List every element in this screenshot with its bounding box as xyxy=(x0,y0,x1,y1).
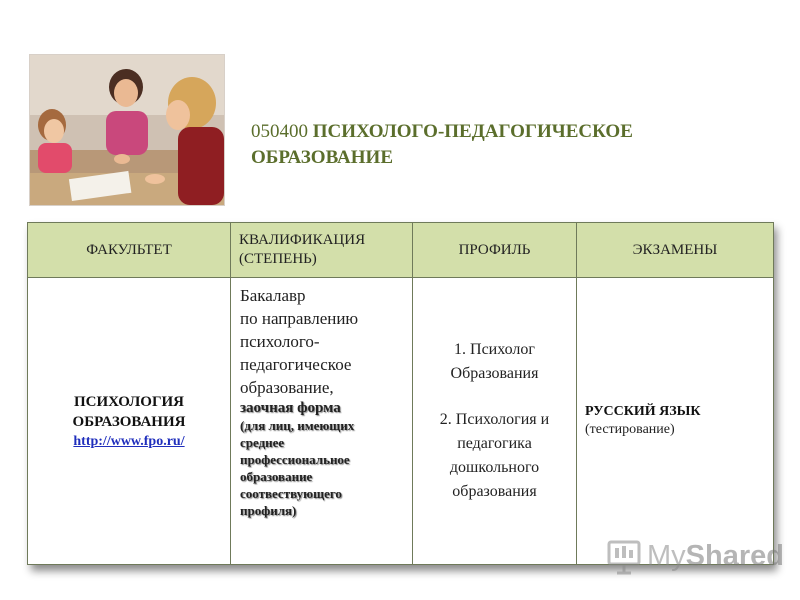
watermark-text-post: Shared xyxy=(685,539,784,572)
cell-profile xyxy=(413,278,577,565)
photo-teacher-with-child xyxy=(29,54,225,206)
study-form-note-line: среднее xyxy=(240,435,285,450)
watermark-text-pre: My xyxy=(647,539,686,572)
study-form-note-line: образование xyxy=(240,469,313,484)
profile-line: педагогика xyxy=(457,435,532,452)
profile-spacer xyxy=(419,386,570,408)
study-form-note-line: (для лиц, имеющих xyxy=(240,418,355,433)
qualification-line: педагогическое xyxy=(240,355,352,374)
page-title xyxy=(251,119,771,171)
header-faculty: ФАКУЛЬТЕТ xyxy=(28,223,231,278)
header-exams: ЭКЗАМЕНЫ xyxy=(577,223,774,278)
table-row xyxy=(28,278,774,565)
program-table xyxy=(27,222,774,565)
watermark-text xyxy=(647,540,784,573)
qualification-line: по направлению xyxy=(240,309,359,328)
profile-line: Образования xyxy=(450,365,539,382)
profile-line: 2. Психология и xyxy=(439,411,550,428)
profile-2 xyxy=(419,408,570,504)
profile-line: образования xyxy=(452,483,537,500)
qualification-line: Бакалавр xyxy=(240,286,306,305)
cell-faculty xyxy=(28,278,231,565)
myshared-logo-icon xyxy=(607,536,643,576)
header-qualification: КВАЛИФИКАЦИЯ (СТЕПЕНЬ) xyxy=(231,223,413,278)
faculty-link[interactable]: http://www.fpo.ru/ xyxy=(73,434,185,449)
program-code: 050400 xyxy=(251,121,308,142)
program-table-container xyxy=(27,222,773,565)
faculty-name: ПСИХОЛОГИЯ ОБРАЗОВАНИЯ xyxy=(72,394,186,430)
study-form-note-line: соотвествующего xyxy=(240,486,342,501)
study-form-note-line: профиля) xyxy=(240,503,297,518)
study-form: заочная форма xyxy=(240,400,341,416)
header-profile: ПРОФИЛЬ xyxy=(413,223,577,278)
profile-line: 1. Психолог xyxy=(454,341,535,358)
exam-type: (тестирование) xyxy=(585,422,675,437)
program-title: ПСИХОЛОГО-ПЕДАГОГИЧЕСКОЕ ОБРАЗОВАНИЕ xyxy=(251,121,633,168)
study-form-note-line: профессиональное xyxy=(240,452,350,467)
profile-1 xyxy=(419,338,570,386)
study-form-note xyxy=(240,417,408,519)
qualification-line: образование, xyxy=(240,378,334,397)
profile-line: дошкольного xyxy=(449,459,540,476)
exam-subject: РУССКИЙ ЯЗЫК xyxy=(585,404,701,419)
table-header-row xyxy=(28,223,774,278)
qualification-line: психолого- xyxy=(240,332,320,351)
photo-illustration xyxy=(30,55,224,205)
cell-exams xyxy=(577,278,774,565)
myshared-watermark xyxy=(607,536,784,576)
qualification-text xyxy=(240,284,408,399)
cell-qualification xyxy=(231,278,413,565)
